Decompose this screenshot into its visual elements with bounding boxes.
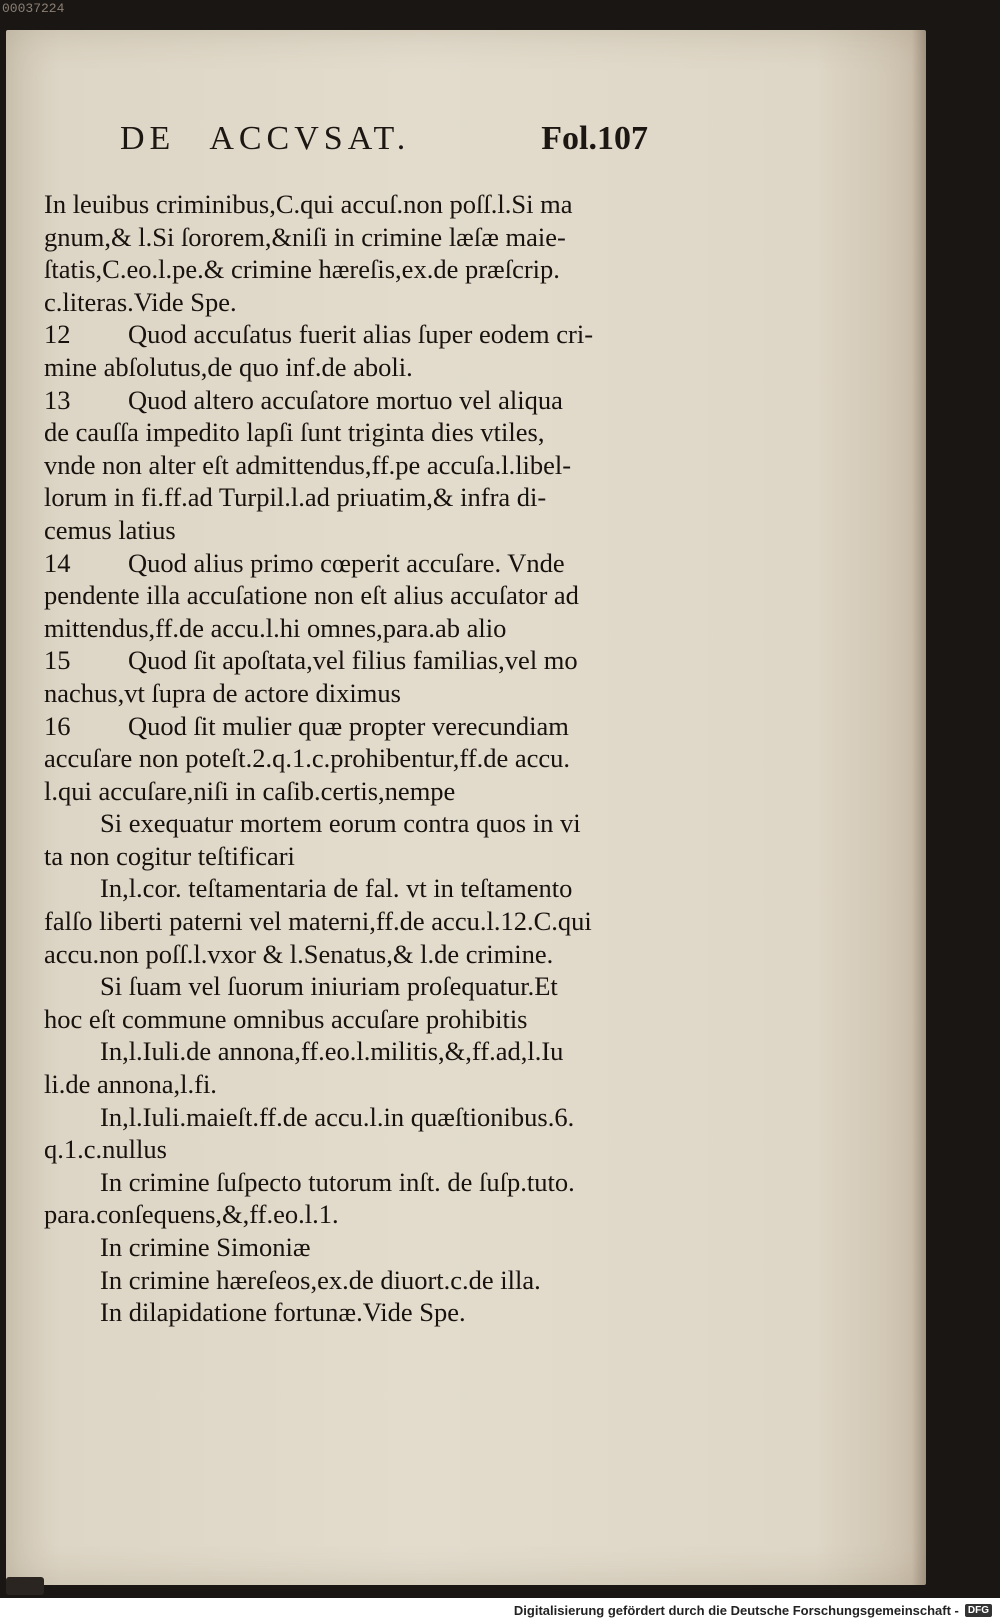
running-title bbox=[120, 120, 444, 158]
text-line bbox=[44, 1003, 692, 1036]
line-text: Si exequatur mortem eorum contra quos in vi bbox=[100, 808, 581, 839]
text-line bbox=[44, 807, 692, 840]
line-text: accuſare non poteſt.2.q.1.c.prohibentur,ff.de accu. bbox=[44, 743, 571, 774]
line-text: In,l.Iuli.de annona,ff.eo.l.militis,&,ff.ad,l.Iu bbox=[100, 1036, 564, 1067]
line-text: In,l.cor. teſtamentaria de fal. vt in teſtamento bbox=[100, 873, 573, 904]
section-number: 14 bbox=[44, 547, 71, 578]
line-text: para.conſequens,&,ff.eo.l.1. bbox=[44, 1199, 339, 1230]
line-text: In crimine hæreſeos,ex.de diuort.c.de illa. bbox=[100, 1264, 541, 1295]
text-line bbox=[44, 449, 692, 482]
section-number: 15 bbox=[44, 645, 71, 676]
line-text: In crimine Simoniæ bbox=[100, 1232, 311, 1262]
text-line bbox=[44, 1133, 692, 1166]
line-text: cemus latius bbox=[44, 514, 176, 545]
line-text: Quod alius primo cœperit accuſare. Vnde bbox=[128, 547, 565, 578]
line-text: lorum in fi.ff.ad Turpil.l.ad priuatim,& infra di- bbox=[44, 482, 547, 513]
line-text: l.qui accuſare,niſi in caſib.certis,nempe bbox=[44, 775, 456, 806]
line-text: In crimine ſuſpecto tutorum inſt. de ſuſp.tuto. bbox=[100, 1166, 575, 1197]
text-line bbox=[44, 221, 692, 254]
text-line bbox=[44, 351, 692, 384]
text-line bbox=[44, 840, 692, 873]
line-text: c.literas.Vide Spe. bbox=[44, 286, 237, 317]
text-line bbox=[44, 1035, 692, 1068]
line-text: mine abſolutus,de quo inf.de aboli. bbox=[44, 351, 413, 382]
text-body bbox=[44, 188, 692, 1329]
line-text: In leuibus criminibus,C.qui accuſ.non poſſ.l.Si ma bbox=[44, 189, 573, 219]
line-text: li.de annona,l.fi. bbox=[44, 1069, 217, 1100]
text-line bbox=[44, 970, 692, 1003]
text-line bbox=[44, 286, 692, 319]
line-text: de cauſſa impedito lapſi ſunt triginta dies vtiles, bbox=[44, 417, 545, 448]
book-page bbox=[6, 30, 926, 1585]
line-text: q.1.c.nullus bbox=[44, 1134, 167, 1165]
running-title-part-1: DE bbox=[120, 120, 176, 157]
digitization-footer bbox=[0, 1598, 1000, 1622]
line-text: nachus,vt ſupra de actore diximus bbox=[44, 677, 401, 708]
folio-number: Fol.107 bbox=[541, 120, 648, 157]
section-number: 13 bbox=[44, 384, 71, 415]
line-text: ſtatis,C.eo.l.pe.& crimine hæreſis,ex.de præſcrip. bbox=[44, 254, 560, 285]
dfg-logo-icon: DFG bbox=[965, 1604, 992, 1617]
line-text: Quod altero accuſatore mortuo vel aliqua bbox=[128, 384, 563, 415]
text-line bbox=[44, 644, 692, 677]
text-line bbox=[44, 1198, 692, 1231]
digitization-credit: Digitalisierung gefördert durch die Deutsche Forschungsgemeinschaft - bbox=[513, 1602, 959, 1618]
text-line bbox=[44, 416, 692, 449]
line-text: Quod ſit apoſtata,vel filius familias,vel mo bbox=[128, 645, 578, 676]
text-line bbox=[44, 677, 692, 710]
line-text: accu.non poſſ.l.vxor & l.Senatus,& l.de crimine. bbox=[44, 938, 554, 969]
text-line bbox=[44, 318, 692, 351]
text-line bbox=[44, 481, 692, 514]
text-line bbox=[44, 710, 692, 743]
section-number: 12 bbox=[44, 319, 71, 350]
text-line bbox=[44, 384, 692, 417]
text-line bbox=[44, 547, 692, 580]
text-line bbox=[44, 1068, 692, 1101]
line-text: Si ſuam vel ſuorum iniuriam proſequatur.Et bbox=[100, 971, 558, 1002]
text-line bbox=[44, 1101, 692, 1134]
text-line bbox=[44, 1296, 692, 1329]
line-text: pendente illa accuſatione non eſt alius accuſator ad bbox=[44, 580, 579, 611]
line-text: In dilapidatione fortunæ.Vide Spe. bbox=[100, 1297, 466, 1328]
scan-id-label: 00037224 bbox=[2, 1, 65, 16]
line-text: gnum,& l.Si ſororem,&niſi in crimine læſæ maie- bbox=[44, 221, 566, 252]
text-line bbox=[44, 579, 692, 612]
line-text: vnde non alter eſt admittendus,ff.pe accuſa.l.libel- bbox=[44, 449, 572, 480]
line-text: Quod accuſatus fuerit alias ſuper eodem cri- bbox=[128, 319, 594, 350]
line-text: falſo liberti paterni vel materni,ff.de accu.l.12.C.qui bbox=[44, 906, 592, 937]
section-number: 16 bbox=[44, 710, 71, 741]
text-line bbox=[44, 1166, 692, 1199]
line-text: In,l.Iuli.maieſt.ff.de accu.l.in quæſtionibus.6. bbox=[100, 1101, 575, 1132]
text-line bbox=[44, 872, 692, 905]
running-head bbox=[120, 120, 648, 158]
text-line bbox=[44, 742, 692, 775]
text-line bbox=[44, 775, 692, 808]
line-text: ta non cogitur teſtificari bbox=[44, 840, 295, 871]
text-line bbox=[44, 188, 692, 221]
line-text: mittendus,ff.de accu.l.hi omnes,para.ab alio bbox=[44, 612, 507, 643]
line-text: hoc eſt commune omnibus accuſare prohibitis bbox=[44, 1003, 528, 1034]
text-line bbox=[44, 253, 692, 286]
text-line bbox=[44, 905, 692, 938]
text-line bbox=[44, 1231, 692, 1264]
text-line bbox=[44, 1264, 692, 1297]
line-text: Quod ſit mulier quæ propter verecundiam bbox=[128, 710, 569, 741]
text-line bbox=[44, 938, 692, 971]
running-title-part-2: ACCVSAT. bbox=[209, 120, 411, 157]
text-line bbox=[44, 612, 692, 645]
text-line bbox=[44, 514, 692, 547]
scan-corner-mark bbox=[6, 1577, 44, 1595]
